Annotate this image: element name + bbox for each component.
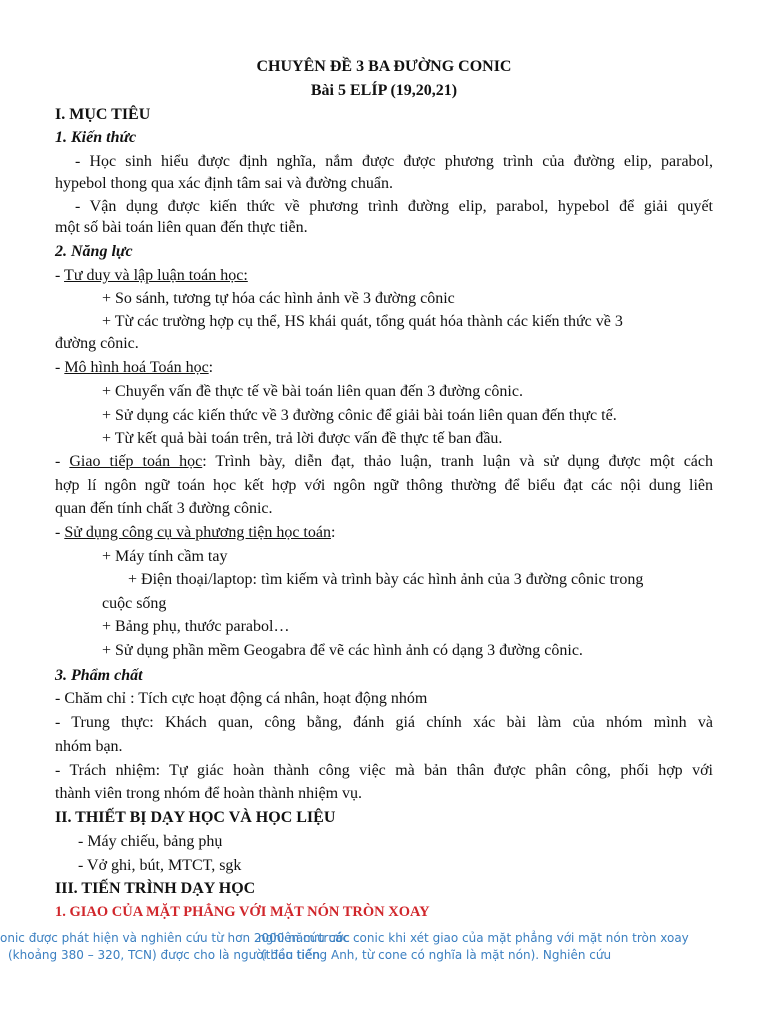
list-item-continued: cuộc sống: [102, 595, 167, 612]
paragraph-line: - Vận dụng được kiến thức về phương trình đường elip, parabol, hypebol để giải quyết: [75, 198, 713, 215]
competency-su-dung-cong-cu: [55, 523, 335, 543]
activity-heading: 1. GIAO CỦA MẶT PHẲNG VỚI MẶT NÓN TRÒN XOAY: [55, 904, 430, 920]
list-item: + Chuyển vấn đề thực tế về bài toán liên quan đến 3 đường cônic.: [102, 383, 523, 400]
paragraph-line: hypebol thong qua xác định tâm sai và đường chuẩn.: [55, 175, 393, 192]
paragraph-line: - Trung thực: Khách quan, công bằng, đánh giá chính xác bài làm của nhóm mình và: [55, 714, 713, 731]
paragraph-line: thành viên trong nhóm để hoàn thành nhiệm vụ.: [55, 785, 363, 802]
paragraph-line: - Chăm chỉ : Tích cực hoạt động cá nhân, hoạt động nhóm: [55, 690, 428, 707]
competency-text: : Trình bày, diễn đạt, thảo luận, tranh luận và sử dụng được một cách: [202, 453, 713, 470]
section-heading-muc-tieu: I. MỤC TIÊU: [55, 106, 151, 123]
paragraph-line: nhóm bạn.: [55, 738, 123, 755]
subheading-kien-thuc: 1. Kiến thức: [55, 129, 137, 146]
list-item: + Từ kết quả bài toán trên, trả lời được vấn đề thực tế ban đầu.: [102, 430, 503, 447]
paragraph-line: quan đến tính chất 3 đường cônic.: [55, 500, 273, 517]
paragraph-line: hợp lí ngôn ngữ toán học kết hợp với ngôn ngữ thông thường để biểu đạt các nội dung liên: [55, 477, 713, 494]
list-item: + Sử dụng phần mềm Geogabra để vẽ các hình ảnh có dạng 3 đường cônic.: [102, 642, 583, 659]
competency-label: Giao tiếp toán học: [69, 453, 203, 470]
dash: -: [55, 359, 65, 376]
list-item: + So sánh, tương tự hóa các hình ảnh về 3 đường cônic: [102, 290, 455, 307]
competency-tu-duy: [55, 266, 248, 286]
list-item: - Vở ghi, bút, MTCT, sgk: [78, 857, 242, 874]
list-item: + Điện thoại/laptop: tìm kiếm và trình bày các hình ảnh của 3 đường cônic trong: [128, 571, 644, 588]
competency-giao-tiep: [55, 452, 713, 472]
list-item-continued: đường cônic.: [55, 335, 139, 352]
document-title: CHUYÊN ĐỀ 3 BA ĐƯỜNG CONIC: [256, 58, 512, 75]
overlapping-text: (theo tiếng Anh, từ cone có nghĩa là mặt nón). Nghiên cứu: [261, 948, 612, 962]
colon: :: [208, 359, 214, 376]
list-item: + Bảng phụ, thước parabol…: [102, 618, 290, 635]
subheading-pham-chat: 3. Phẩm chất: [55, 667, 143, 684]
paragraph-line: một số bài toán liên quan đến thực tiễn.: [55, 219, 308, 236]
list-item: - Máy chiếu, bảng phụ: [78, 833, 223, 850]
competency-label: Sử dụng công cụ và phương tiện học toán: [64, 524, 331, 541]
dash: -: [55, 267, 65, 284]
list-item: + Sử dụng các kiến thức về 3 đường cônic để giải bài toán liên quan đến thực tế.: [102, 407, 617, 424]
colon: :: [330, 524, 336, 541]
overlapping-text: nghiên cứu các conic khi xét giao của mặt phẳng với mặt nón tròn xoay: [258, 931, 689, 945]
competency-mo-hinh-hoa: [55, 358, 213, 378]
dash: -: [55, 453, 70, 470]
list-item: + Từ các trường hợp cụ thể, HS khái quát, tổng quát hóa thành các kiến thức về 3: [102, 313, 623, 330]
paragraph-line: - Học sinh hiểu được định nghĩa, nắm được được phương trình của đường elip, parabol,: [75, 153, 713, 170]
subheading-nang-luc: 2. Năng lực: [55, 243, 133, 260]
section-heading-tien-trinh: III. TIẾN TRÌNH DẠY HỌC: [55, 880, 256, 897]
paragraph-line: - Trách nhiệm: Tự giác hoàn thành công việc mà bản thân được phân công, phối hợp với: [55, 762, 713, 779]
list-item: + Máy tính cầm tay: [102, 548, 228, 565]
competency-label: Tư duy và lập luận toán học:: [64, 267, 248, 284]
competency-label: Mô hình hoá Toán học: [64, 359, 209, 376]
dash: -: [55, 524, 65, 541]
section-heading-thiet-bi: II. THIẾT BỊ DẠY HỌC VÀ HỌC LIỆU: [55, 809, 336, 826]
document-subtitle: Bài 5 ELÍP (19,20,21): [310, 82, 458, 99]
overlapping-text: onic được phát hiện và nghiên cứu từ hơn 2000 năm trước: [0, 931, 350, 945]
overlapping-text: (khoảng 380 – 320, TCN) được cho là người đầu tiên: [8, 948, 321, 962]
